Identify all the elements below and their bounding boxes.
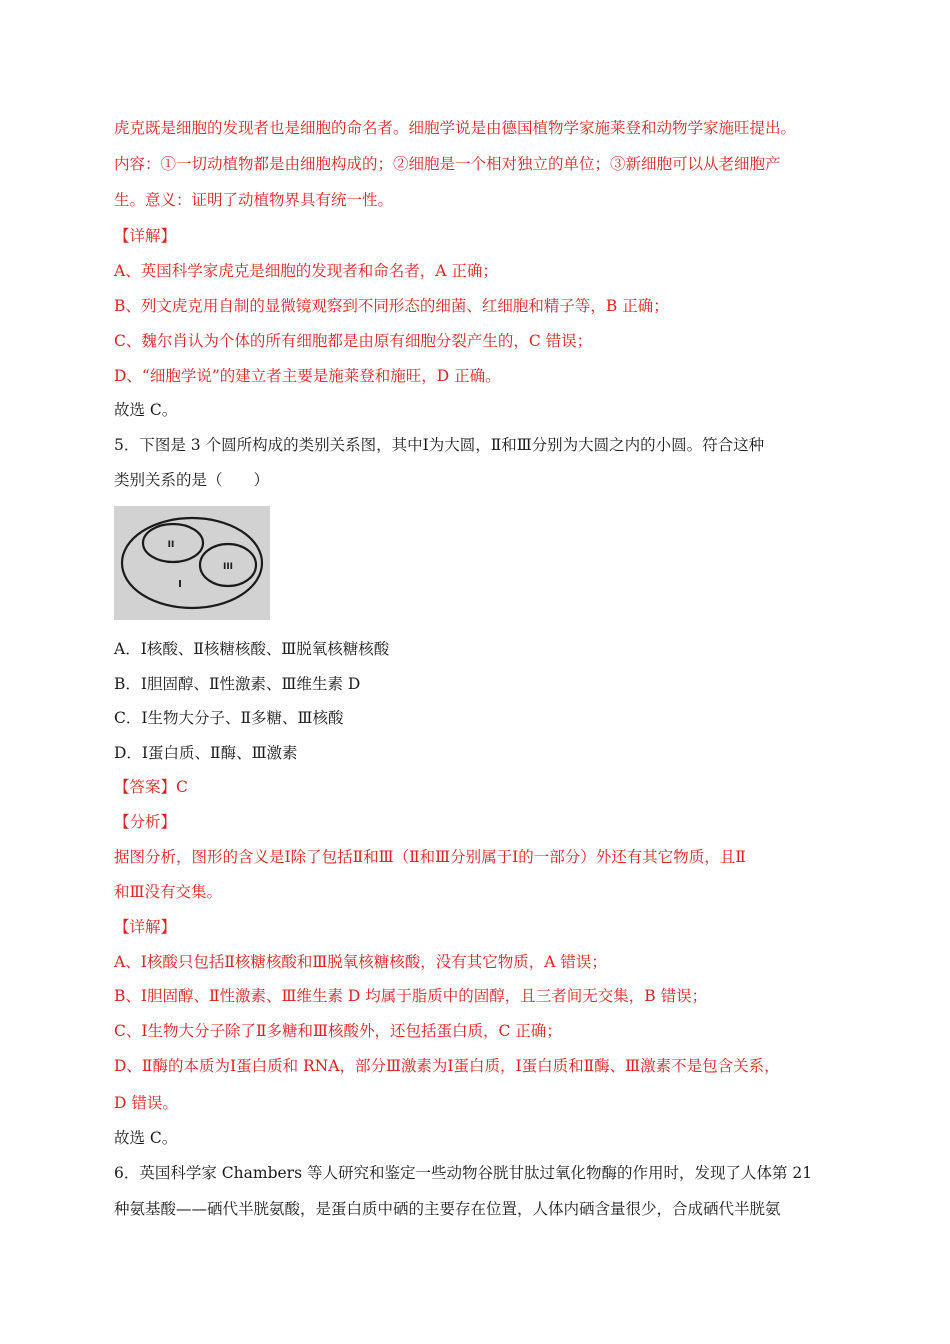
- q5-conclusion: 故选 C。: [114, 1129, 178, 1147]
- q5-option-d: D．Ⅰ蛋白质、Ⅱ酶、Ⅲ激素: [114, 744, 298, 762]
- q6-stem-line-2: 种氨基酸——硒代半胱氨酸，是蛋白质中硒的主要存在位置，人体内硒含量很少，合成硒代半胱氨: [114, 1200, 781, 1218]
- label-ii: II: [167, 540, 175, 550]
- q5-detail-d-line-1: D、Ⅱ酶的本质为Ⅰ蛋白质和 RNA，部分Ⅲ激素为Ⅰ蛋白质，Ⅰ蛋白质和Ⅱ酶、Ⅲ激素不是包含关系，: [114, 1057, 780, 1075]
- intro-line-2: 内容：①一切动植物都是由细胞构成的；②细胞是一个相对独立的单位；③新细胞可以从老细胞产: [114, 155, 781, 173]
- q4-conclusion: 故选 C。: [114, 401, 178, 419]
- q5-detail-c: C、Ⅰ生物大分子除了Ⅱ多糖和Ⅲ核酸外，还包括蛋白质，C 正确；: [114, 1022, 562, 1040]
- q4-detail-d: D、“细胞学说”的建立者主要是施莱登和施旺，D 正确。: [114, 367, 501, 385]
- q5-detail-heading: 【详解】: [114, 918, 177, 936]
- circle-i: [122, 518, 262, 608]
- q4-detail-c: C、魏尔肖认为个体的所有细胞都是由原有细胞分裂产生的，C 错误；: [114, 332, 593, 350]
- q5-analysis-heading: 【分析】: [114, 813, 177, 831]
- q5-answer: 【答案】C: [114, 778, 188, 796]
- q5-analysis-line-1: 据图分析，图形的含义是Ⅰ除了包括Ⅱ和Ⅲ（Ⅱ和Ⅲ分别属于Ⅰ的一部分）外还有其它物质，且Ⅱ: [114, 848, 746, 866]
- q5-detail-a: A、Ⅰ核酸只包括Ⅱ核糖核酸和Ⅲ脱氧核糖核酸，没有其它物质，A 错误；: [114, 953, 607, 971]
- label-i: I: [178, 579, 182, 590]
- q5-analysis-line-2: 和Ⅲ没有交集。: [114, 883, 222, 901]
- q4-detail-heading: 【详解】: [114, 227, 177, 245]
- venn-figure: [114, 506, 270, 620]
- intro-line-3: 生。意义：证明了动植物界具有统一性。: [114, 191, 394, 209]
- label-iii: III: [222, 562, 234, 572]
- q4-detail-b: B、列文虎克用自制的显微镜观察到不同形态的细菌、红细胞和精子等，B 正确；: [114, 297, 669, 315]
- q5-option-b: B．Ⅰ胆固醇、Ⅱ性激素、Ⅲ维生素 D: [114, 675, 361, 693]
- q4-detail-a: A、英国科学家虎克是细胞的发现者和命名者，A 正确；: [114, 262, 498, 280]
- q5-option-a: A．Ⅰ核酸、Ⅱ核糖核酸、Ⅲ脱氧核糖核酸: [114, 640, 390, 658]
- q5-detail-d-line-2: D 错误。: [114, 1094, 178, 1112]
- q5-stem-line-2: 类别关系的是（ ）: [114, 471, 270, 489]
- q6-stem-line-1: 6．英国科学家 Chambers 等人研究和鉴定一些动物谷胱甘肽过氧化物酶的作用时，发现了人体第 21: [114, 1164, 813, 1182]
- q5-option-c: C．Ⅰ生物大分子、Ⅱ多糖、Ⅲ核酸: [114, 709, 344, 727]
- q5-stem-line-1: 5．下图是 3 个圆所构成的类别关系图，其中Ⅰ为大圆，Ⅱ和Ⅲ分别为大圆之内的小圆。符合这种: [114, 436, 765, 454]
- intro-line-1: 虎克既是细胞的发现者也是细胞的命名者。细胞学说是由德国植物学家施莱登和动物学家施旺提出。: [114, 119, 797, 137]
- q5-detail-b: B、Ⅰ胆固醇、Ⅱ性激素、Ⅲ维生素 D 均属于脂质中的固醇，且三者间无交集，B 错误；: [114, 987, 708, 1005]
